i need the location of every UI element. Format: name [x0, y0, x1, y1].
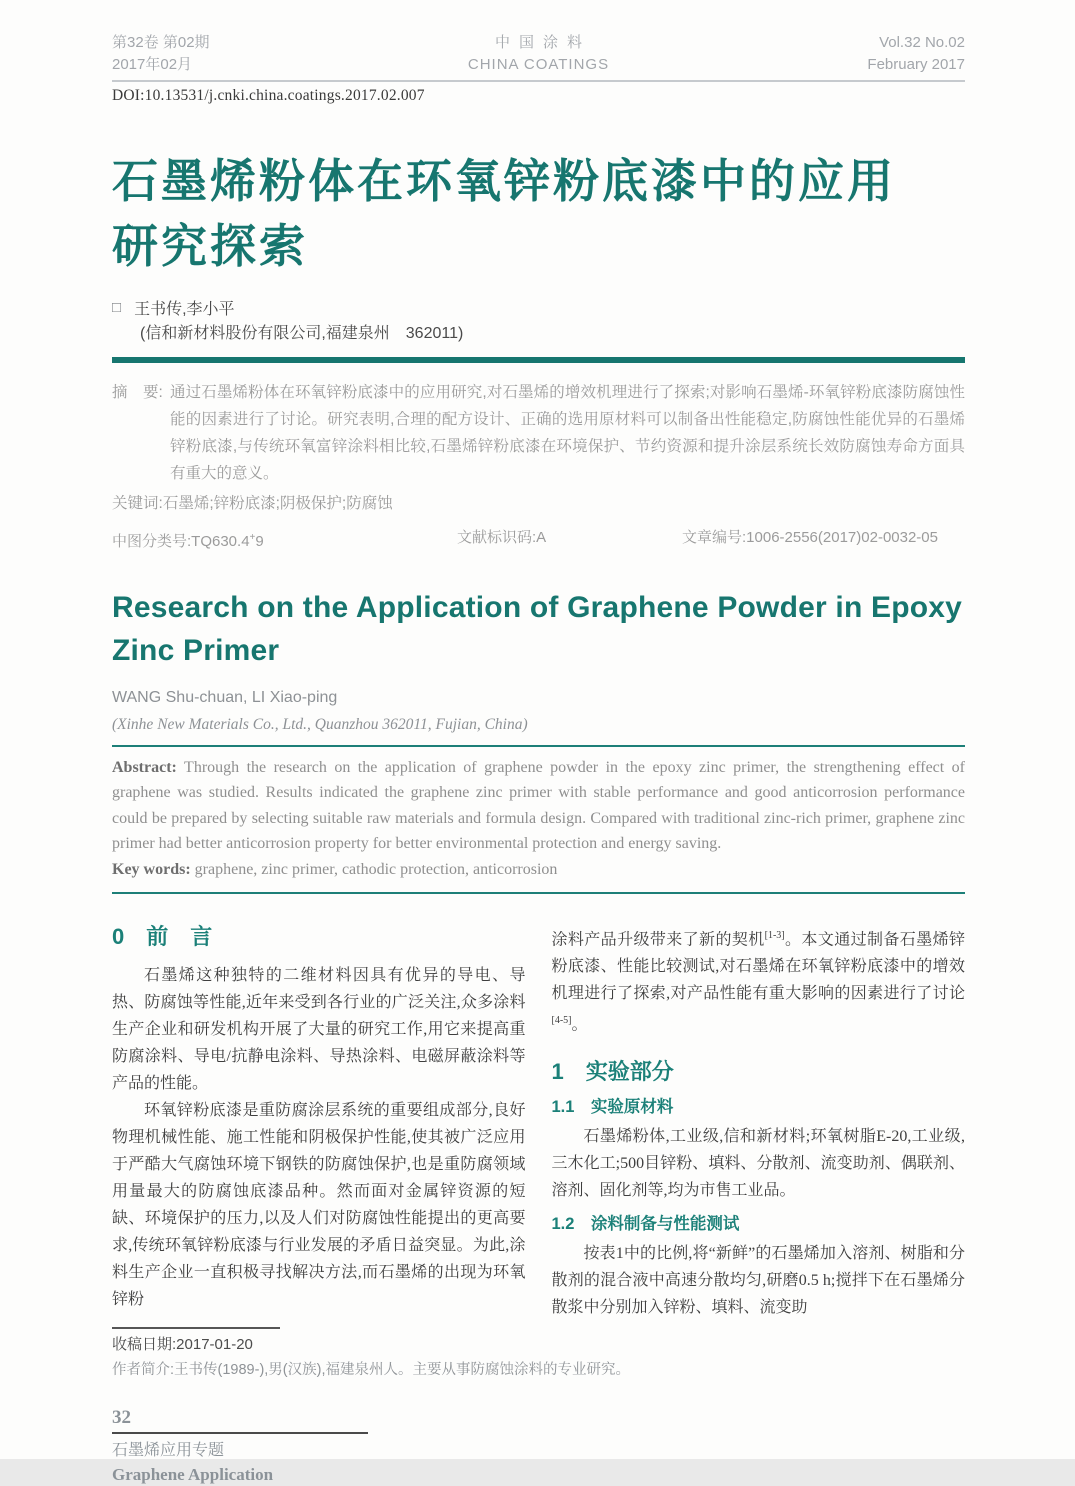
page-footer: [112, 1406, 965, 1486]
clc-number-tail: 9: [255, 532, 264, 550]
journal-name-en: CHINA COATINGS: [467, 56, 610, 73]
keywords-en-row: [112, 857, 965, 883]
doi-text: DOI:10.13531/j.cnki.china.coatings.2017.02.007: [112, 87, 425, 104]
volume-issue-en: Vol.32 No.02: [879, 34, 965, 51]
abstract-text-en: Through the research on the application of graphene powder in the epoxy zinc primer, the strengthening effect of graphene was studied. Results indicated the graphene zinc primer with stable performance and good anticorrosion performance could be prepared by selecting suitable raw materials and formula design. Compared with traditional zinc-rich primer, graphene zinc primer had better anticorrosion property for better environmental protection and energy saving.: [112, 758, 965, 853]
footnote-block: [112, 1327, 965, 1380]
left-column: [112, 922, 526, 1321]
cont-text-3: 。: [571, 1016, 588, 1034]
keywords-text-cn: 石墨烯;锌粉底漆;阴极保护;防腐蚀: [162, 494, 393, 512]
journal-header: [112, 32, 965, 76]
clc-number: [112, 527, 457, 552]
journal-name-cn: 中国涂料: [494, 34, 591, 51]
header-left: [112, 32, 210, 76]
intro-paragraph-1: 石墨烯这种独特的二维材料因具有优异的导电、导热、防腐蚀等性能,近年来受到各行业的广泛关注,众多涂料生产企业和研发机构开展了大量的研究工作,用它来提高重防腐涂料、导电/抗静电涂料、导热涂料、电磁屏蔽涂料等产品的性能。: [112, 967, 526, 1093]
abstract-text-cn: 通过石墨烯粉体在环氧锌粉底漆中的应用研究,对石墨烯的增效机理进行了探索;对影响石墨烯-环氧锌粉底漆防腐蚀性能的因素进行了讨论。研究表明,合理的配方设计、正确的选用原材料可以制备出性能稳定,防腐蚀性能优异的石墨烯锌粉底漆,与传统环氧富锌涂料相比较,石墨烯锌粉底漆在环境保护、节约资源和提升涂层系统长效防腐蚀寿命方面具有重大的意义。: [170, 383, 965, 482]
affiliation-en: (Xinhe New Materials Co., Ltd., Quanzhou 362011, Fujian, China): [112, 715, 528, 733]
section-1-1-heading: 1.1 实验原材料: [551, 1097, 674, 1116]
section-0-heading: 0 前 言: [112, 924, 213, 950]
article-title-cn-line1: 石墨烯粉体在环氧锌粉底漆中的应用: [112, 155, 896, 207]
footer-topic-cn: 石墨烯应用专题: [112, 1441, 225, 1459]
section-1-2-paragraph: 按表1中的比例,将“新鲜”的石墨烯加入溶剂、树脂和分散剂的混合液中高速分散均匀,研磨0.5 h;搅拌下在石墨烯分散浆中分别加入锌粉、填料、流变助: [551, 1244, 965, 1316]
article-number: 文章编号:1006-2556(2017)02-0032-05: [682, 528, 938, 546]
abstract-bottom-rule: [112, 892, 965, 894]
keywords-cn-row: [112, 490, 965, 517]
right-column: [552, 922, 966, 1321]
cont-text-2: 。本文通过制备石墨烯锌粉底漆、性能比较测试,对石墨烯在环氧锌粉底漆中的增效机理进行了探索,对产品性能有重大影响的因素进行了讨论: [551, 931, 965, 1003]
body-columns: [112, 922, 965, 1321]
header-center: [468, 32, 609, 76]
footer-rule: [112, 1432, 368, 1434]
volume-issue-cn: 第32卷 第02期: [112, 34, 210, 51]
keywords-text-en: graphene, zinc primer, cathodic protection, anticorrosion: [194, 860, 558, 878]
cont-text-1: 涂料产品升级带来了新的契机: [551, 931, 765, 949]
abstract-label-cn: 摘 要:: [112, 383, 163, 401]
authors-cn-row: [112, 296, 965, 319]
author-square-marker: □: [112, 298, 122, 316]
reference-mark-4-5: [4-5]: [551, 1015, 572, 1027]
affiliation-cn: (信和新材料股份有限公司,福建泉州 362011): [140, 324, 464, 342]
article-title-cn-line2: 研究探索: [112, 220, 308, 273]
section-1-1-paragraph: 石墨烯粉体,工业级,信和新材料;环氧树脂E-20,工业级,三木化工;500目锌粉、填料、分散剂、流变助剂、偶联剂、溶剂、固化剂等,均为市售工业品。: [551, 1127, 965, 1199]
footer-topic-en: Graphene Application: [112, 1464, 274, 1484]
author-bio: 作者简介:王书传(1989-),男(汉族),福建泉州人。主要从事防腐蚀涂料的专业研究。: [112, 1361, 630, 1378]
intro-paragraph-continued: [552, 922, 966, 1039]
article-meta-row: [112, 527, 965, 552]
header-right: [867, 32, 965, 76]
clc-superscript: +: [249, 531, 256, 543]
abstract-label-en: Abstract:: [112, 758, 177, 776]
header-divider: [112, 80, 965, 82]
section-1-heading: 1 实验部分: [551, 1058, 674, 1084]
title-separator-bar: [112, 357, 965, 363]
article-title-en: Research on the Application of Graphene Powder in Epoxy Zinc Primer: [112, 590, 963, 668]
received-date: 收稿日期:2017-01-20: [112, 1335, 253, 1353]
article-title-cn: [112, 149, 965, 280]
authors-en: WANG Shu-chuan, LI Xiao-ping: [112, 688, 338, 706]
author-names-cn: 王书传,李小平: [134, 300, 235, 318]
document-code: 文献标识码:A: [457, 528, 547, 546]
clc-number-main: 中图分类号:TQ630.4: [112, 532, 250, 550]
date-en: February 2017: [867, 56, 965, 73]
intro-paragraph-2: 环氧锌粉底漆是重防腐涂层系统的重要组成部分,良好物理机械性能、施工性能和阴极保护性能,使其被广泛应用于严酷大气腐蚀环境下钢铁的防腐蚀保护,也是重防腐领域用量最大的防腐蚀底漆品种。然而面对金属锌资源的短缺、环境保护的压力,以及人们对防腐蚀性能提出的更高要求,传统环氧锌粉底漆与行业发展的矛盾日益突显。为此,涂料生产企业一直积极寻找解决方法,而石墨烯的出现为环氧锌粉: [112, 1102, 526, 1309]
footnote-rule: [112, 1327, 280, 1329]
keywords-label-cn: 关键词:: [112, 494, 163, 512]
abstract-top-rule: [112, 745, 965, 747]
page-number: 32: [112, 1406, 131, 1428]
section-1-2-heading: 1.2 涂料制备与性能测试: [551, 1214, 740, 1233]
abstract-en: [112, 755, 965, 857]
date-cn: 2017年02月: [112, 56, 193, 73]
reference-mark-1-3: [1-3]: [764, 930, 785, 942]
keywords-label-en: Key words:: [112, 860, 191, 878]
abstract-cn: [112, 379, 965, 487]
